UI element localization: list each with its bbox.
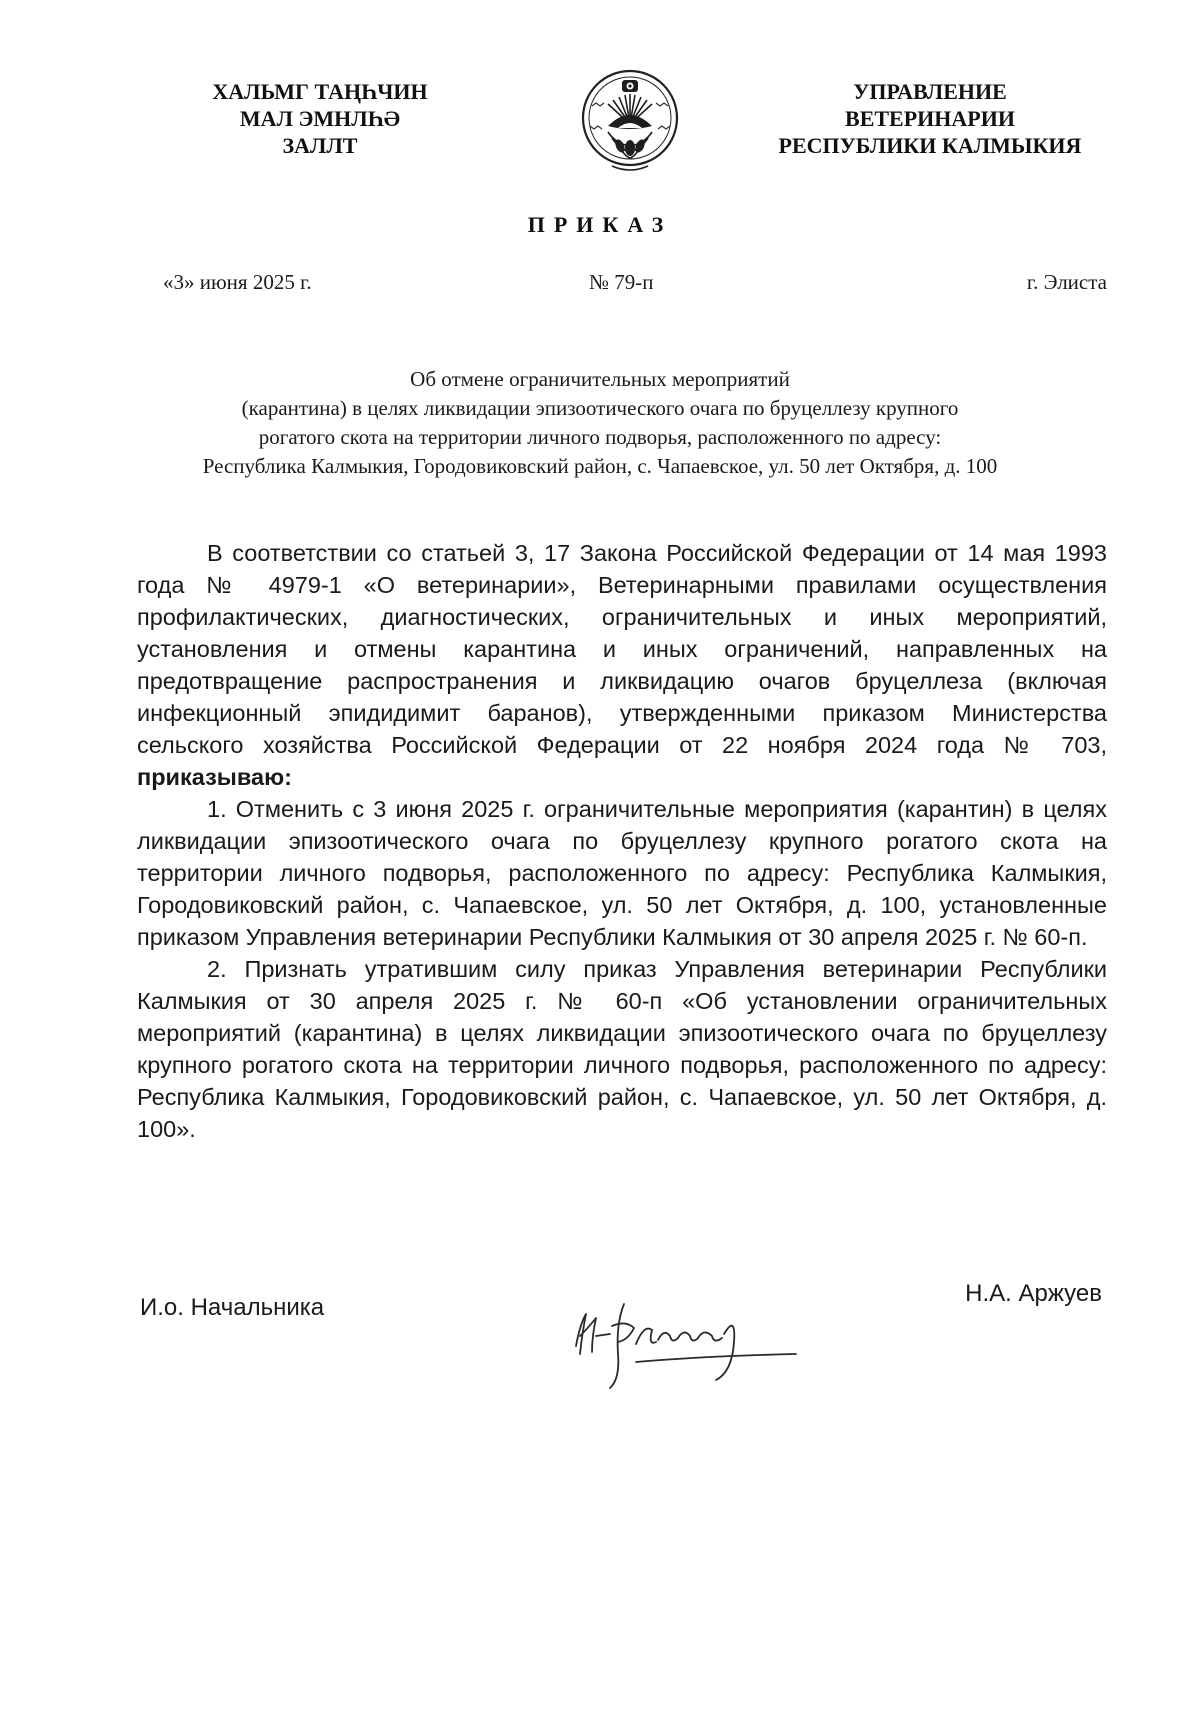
document-subject [130,365,1070,481]
document-body [137,537,1107,1145]
kalmykia-coat-of-arms-icon [578,66,682,176]
document-city: г. Элиста [1026,270,1107,294]
order-item-1: 1. Отменить с 3 июня 2025 г. ограничительные мероприятия (карантин) в целях ликвидации эпизоотического очага по бруцеллезу крупного рогатого скота на территории личного подворья, расположенного по адресу: Республика Калмыкия, Городовиковский район, с. Чапаевское, ул. 50 лет Октября, д. 100, установленные приказом Управления ветеринарии Республики Калмыкия от 30 апреля 2025 г. № 60-п. [137,796,1107,950]
header-right-line: УПРАВЛЕНИЕ [853,79,1007,104]
subject-line: Республика Калмыкия, Городовиковский район, с. Чапаевское, ул. 50 лет Октября, д. 100 [202,454,998,478]
preamble-text: В соответствии со статьей 3, 17 Закона Российской Федерации от 14 мая 1993 года № 4979-1 «О ветеринарии», Ветеринарными правилами осуществления профилактических, диагностических, ограничительных и иных мероприятий, установления и отмены карантина и иных ограничений, направленных на предотвращение распространения и ликвидацию очагов бруцеллеза (включая инфекционный эпидидимит баранов), утвержденными приказом Министерства сельского хозяйства Российской Федерации от 22 ноября 2024 года № 703, [137,540,1107,758]
signatory-position: И.о. Начальника [140,1294,325,1321]
header-kalmyk-title [170,78,470,159]
signature-block [140,1280,1102,1400]
subject-line: (карантина) в целях ликвидации эпизоотического очага по бруцеллезу крупного [241,396,959,420]
document-number: № 79-п [589,270,654,294]
signatory-name: Н.А. Аржуев [965,1280,1102,1307]
header-left-line: ХАЛЬМГ ТАҢҺЧИН [212,79,428,104]
subject-line: Об отмене ограничительных мероприятий [410,367,790,391]
handwritten-signature-icon [566,1284,806,1394]
document-meta-row [163,270,1107,298]
header-left-line: МАЛ ЭМНЛҺӘ [239,106,401,131]
header-right-line: ВЕТЕРИНАРИИ [845,106,1015,131]
preamble-paragraph [137,537,1107,793]
preamble-directive: приказываю: [137,764,292,790]
order-item-2: 2. Признать утратившим силу приказ Управления ветеринарии Республики Калмыкия от 30 апреля 2025 г. № 60-п «Об установлении ограничительных мероприятий (карантина) в целях ликвидации эпизоотического очага по бруцеллезу крупного рогатого скота на территории личного подворья, расположенного по адресу: Республика Калмыкия, Городовиковский район, с. Чапаевское, ул. 50 лет Октября, д. 100». [137,956,1107,1142]
header-russian-title [740,78,1120,159]
header-right-line: РЕСПУБЛИКИ КАЛМЫКИЯ [778,133,1082,158]
header-left-line: ЗАЛЛТ [282,133,358,158]
document-type-title: ПРИКАЗ [527,212,673,237]
document-date: «3» июня 2025 г. [163,270,312,294]
subject-line: рогатого скота на территории личного подворья, расположенного по адресу: [258,425,942,449]
